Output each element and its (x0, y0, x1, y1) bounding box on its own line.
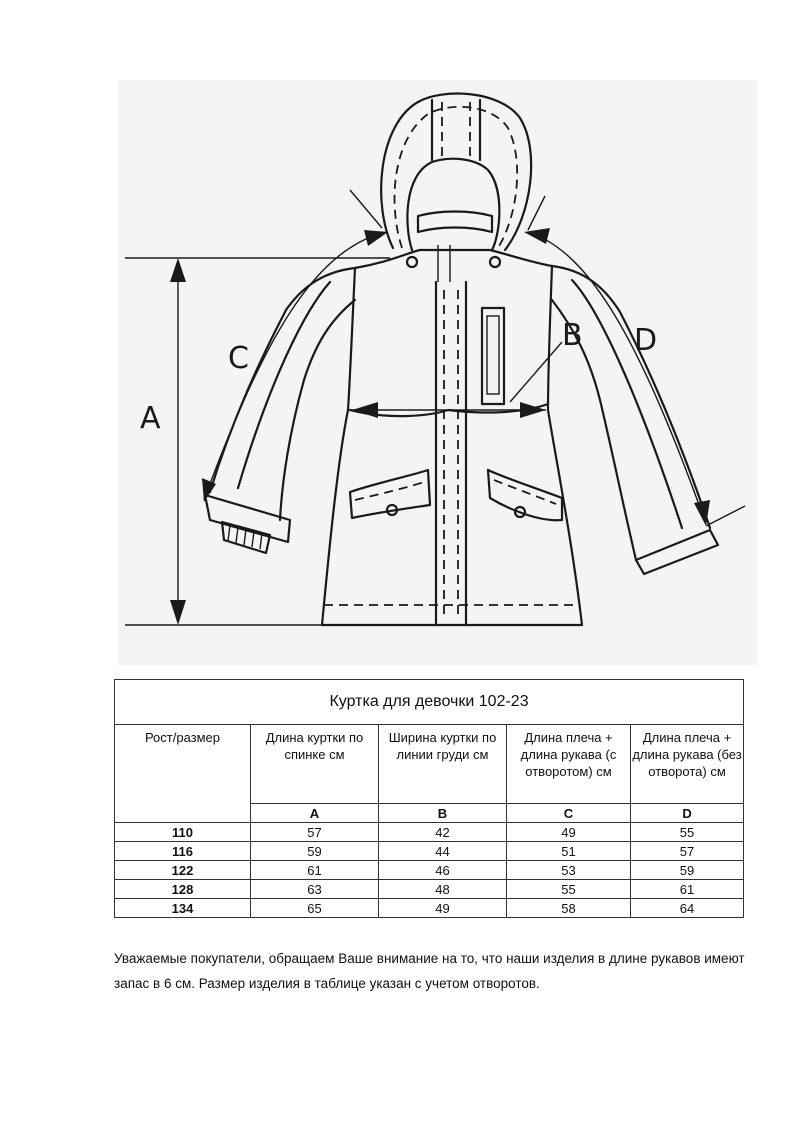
column-letter-b: B (379, 804, 507, 823)
value-cell: 61 (631, 880, 744, 899)
value-cell: 65 (251, 899, 379, 918)
size-cell: 110 (115, 823, 251, 842)
table-row (115, 899, 744, 918)
value-cell: 48 (379, 880, 507, 899)
value-cell: 49 (507, 823, 631, 842)
table-row (115, 842, 744, 861)
size-table (114, 679, 744, 918)
value-cell: 55 (631, 823, 744, 842)
size-cell: 122 (115, 861, 251, 880)
value-cell: 44 (379, 842, 507, 861)
value-cell: 51 (507, 842, 631, 861)
customer-note: Уважаемые покупатели, обращаем Ваше внимание на то, что наши изделия в длине рукавов имеют запас в 6 см. Размер изделия в таблице указан с учетом отворотов. (114, 951, 745, 991)
size-cell: 134 (115, 899, 251, 918)
value-cell: 55 (507, 880, 631, 899)
value-cell: 61 (251, 861, 379, 880)
value-cell: 59 (631, 861, 744, 880)
value-cell: 46 (379, 861, 507, 880)
column-header-b: Ширина куртки по линии груди см (379, 725, 507, 804)
size-cell: 128 (115, 880, 251, 899)
value-cell: 42 (379, 823, 507, 842)
table-row (115, 823, 744, 842)
size-cell: 116 (115, 842, 251, 861)
column-header-d: Длина плеча + длина рукава (без отворота) см (631, 725, 744, 804)
value-cell: 57 (631, 842, 744, 861)
table-row (115, 861, 744, 880)
value-cell: 53 (507, 861, 631, 880)
sketch-paper (118, 80, 758, 665)
label-a: A (140, 401, 161, 436)
column-letter-d: D (631, 804, 744, 823)
value-cell: 59 (251, 842, 379, 861)
value-cell: 63 (251, 880, 379, 899)
value-cell: 49 (379, 899, 507, 918)
table-row (115, 880, 744, 899)
label-d: D (634, 323, 658, 358)
column-header-a: Длина куртки по спинке см (251, 725, 379, 804)
column-letter-c: C (507, 804, 631, 823)
value-cell: 58 (507, 899, 631, 918)
label-c: C (228, 341, 249, 376)
value-cell: 64 (631, 899, 744, 918)
column-letter-a: A (251, 804, 379, 823)
table-title: Куртка для девочки 102-23 (115, 680, 744, 725)
value-cell: 57 (251, 823, 379, 842)
label-b: B (562, 318, 583, 353)
row-header: Рост/размер (115, 725, 251, 823)
column-header-c: Длина плеча + длина рукава (с отворотом) см (507, 725, 631, 804)
